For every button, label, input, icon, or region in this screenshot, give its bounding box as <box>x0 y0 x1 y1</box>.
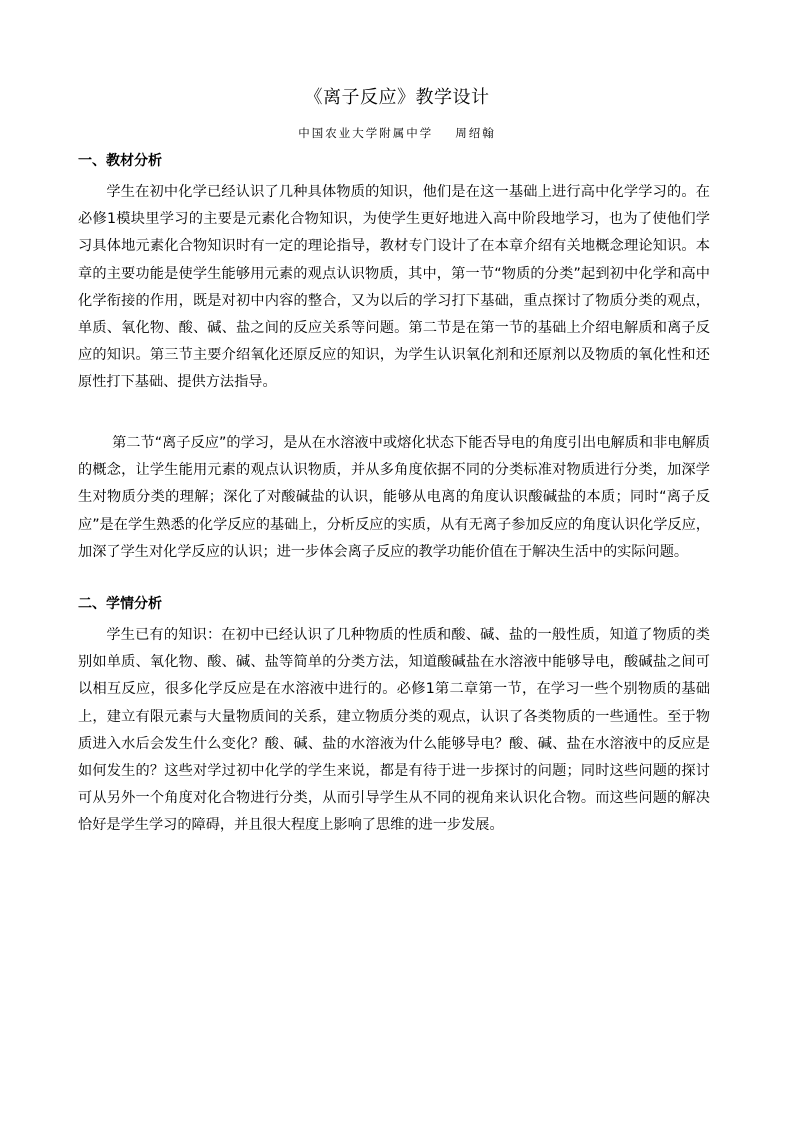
section-heading-learner-analysis: 二、学情分析 <box>78 596 162 612</box>
author-line <box>0 124 794 142</box>
section-heading-textbook-analysis: 一、教材分析 <box>78 153 162 169</box>
paragraph-textbook-analysis-2: 第二节“离子反应”的学习，是从在水溶液中或熔化状态下能否导电的角度引出电解质和非电解质的概念，让学生能用元素的观点认识物质，并从多角度依据不同的分类标准对物质进行分类，加深学生对物质分类的理解；深化了对酸碱盐的认识，能够从电离的角度认识酸碱盐的本质；同时“离子反应”是在学生熟悉的化学反应的基础上，分析反应的实质，从有无离子参加反应的角度认识化学反应，加深了学生对化学反应的认识；进一步体会离子反应的教学功能价值在于解决生活中的实际问题。 <box>78 435 710 560</box>
author-name: 周绍翰 <box>455 126 496 140</box>
paragraph-textbook-analysis-1: 学生在初中化学已经认识了几种具体物质的知识，他们是在这一基础上进行高中化学学习的。在必修1模块里学习的主要是元素化合物知识，为使学生更好地进入高中阶段地学习，也为了使他们学习具体地元素化合物知识时有一定的理论指导，教材专门设计了在本章介绍有关地概念理论知识。本章的主要功能是使学生能够用元素的观点认识物质，其中，第一节“物质的分类”起到初中化学和高中化学衔接的作用，既是对初中内容的整合，又为以后的学习打下基础，重点探讨了物质分类的观点，单质、氧化物、酸、碱、盐之间的反应关系等问题。第二节是在第一节的基础上介绍电解质和离子反应的知识。第三节主要介绍氧化还原反应的知识，为学生认识氧化剂和还原剂以及物质的氧化性和还原性打下基础、提供方法指导。 <box>78 184 710 391</box>
document-title: 《离子反应》教学设计 <box>304 87 490 108</box>
author-school: 中国农业大学附属中学 <box>298 126 434 140</box>
paragraph-learner-analysis-1: 学生已有的知识：在初中已经认识了几种物质的性质和酸、碱、盐的一般性质，知道了物质的类别如单质、氧化物、酸、碱、盐等简单的分类方法，知道酸碱盐在水溶液中能够导电，酸碱盐之间可以相互反应，很多化学反应是在水溶液中进行的。必修1第二章第一节，在学习一些个别物质的基础上，建立有限元素与大量物质间的关系，建立物质分类的观点，认识了各类物质的一些通性。至于物质进入水后会发生什么变化？酸、碱、盐的水溶液为什么能够导电？酸、碱、盐在水溶液中的反应是如何发生的？这些对学过初中化学的学生来说，都是有待于进一步探讨的问题；同时这些问题的探讨可从另外一个角度对化合物进行分类，从而引导学生从不同的视角来认识化合物。而这些问题的解决恰好是学生学习的障碍，并且很大程度上影响了思维的进一步发展。 <box>78 627 710 834</box>
